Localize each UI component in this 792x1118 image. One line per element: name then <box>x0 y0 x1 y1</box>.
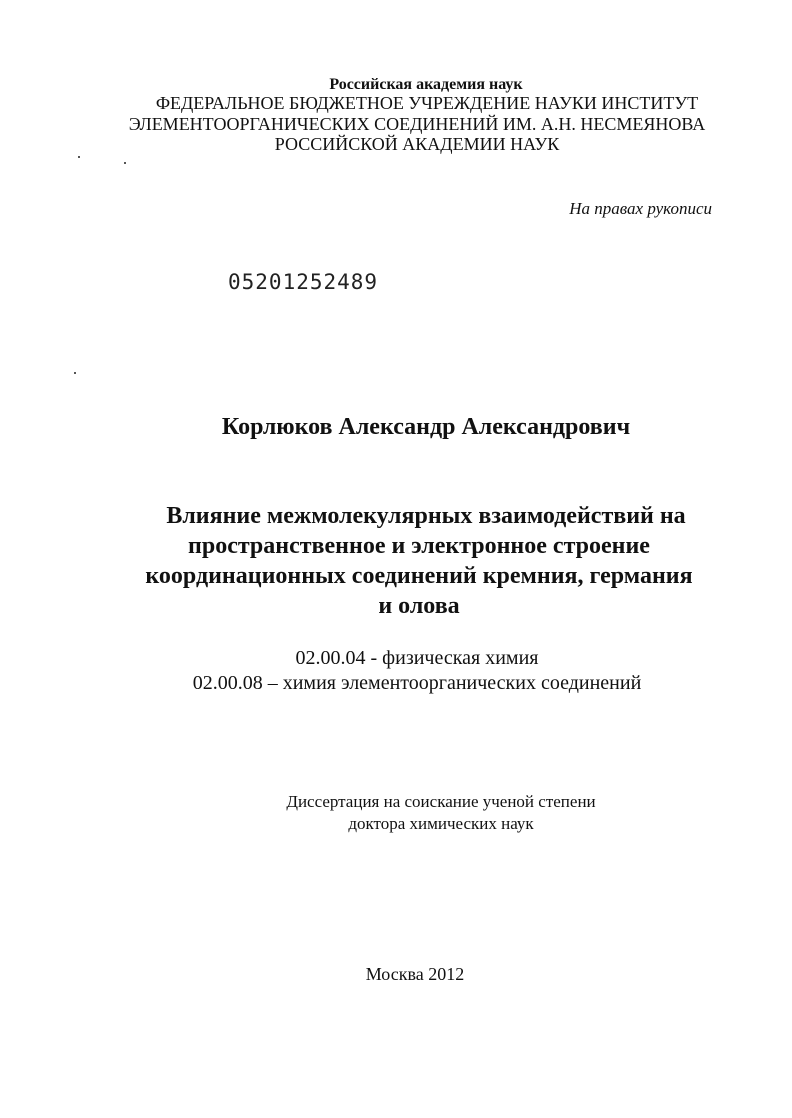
institution-line-2: ЭЛЕМЕНТООРГАНИЧЕСКИХ СОЕДИНЕНИЙ ИМ. А.Н. НЕСМЕЯНОВА <box>128 114 706 134</box>
document-code: 05201252489 <box>228 270 379 294</box>
dissertation-title-line-3: координационных соединений кремния, германия <box>145 563 693 589</box>
dissertation-title-line-1: Влияние межмолекулярных взаимодействий на <box>166 503 686 529</box>
institution-line-3: РОССИЙСКОЙ АКАДЕМИИ НАУК <box>274 134 560 154</box>
scan-speck <box>78 156 80 158</box>
specialty-2: 02.00.08 – химия элементоорганических соединений <box>192 672 642 694</box>
dissertation-title-line-4: и олова <box>378 593 460 619</box>
scan-speck <box>124 162 126 164</box>
dissertation-title-line-2: пространственное и электронное строение <box>188 533 650 559</box>
degree-line-2: доктора химических наук <box>348 814 534 833</box>
institution-line-1: ФЕДЕРАЛЬНОЕ БЮДЖЕТНОЕ УЧРЕЖДЕНИЕ НАУКИ ИНСТИТУТ <box>155 93 699 113</box>
degree-line-1: Диссертация на соискание ученой степени <box>286 792 596 811</box>
scan-speck <box>74 372 76 374</box>
author-name: Корлюков Александр Александрович <box>221 414 631 440</box>
rights-note: На правах рукописи <box>569 199 712 218</box>
academy-name: Российская академия наук <box>329 76 523 93</box>
specialty-1: 02.00.04 - физическая химия <box>295 647 539 669</box>
place-year: Москва 2012 <box>365 964 465 984</box>
